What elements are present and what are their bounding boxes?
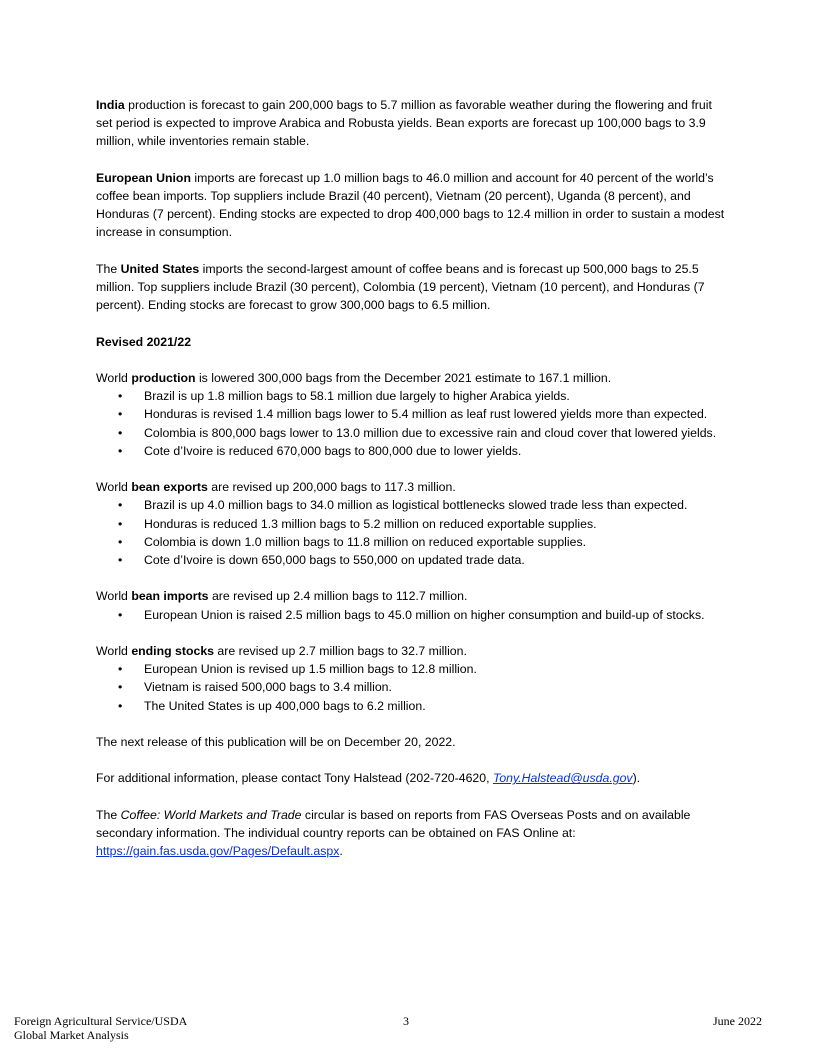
circular-paragraph (96, 806, 726, 861)
stocks-pre: World (96, 643, 132, 658)
footer-organization (14, 1014, 187, 1042)
stocks-paragraph (96, 642, 726, 660)
india-label: India (96, 98, 125, 112)
contact-post: ). (632, 771, 641, 786)
circular-pre: The (96, 807, 121, 822)
revised-heading-text: Revised 2021/22 (96, 334, 192, 349)
footer-date: June 2022 (713, 1014, 762, 1028)
production-paragraph (96, 369, 726, 387)
list-item: • Colombia is 800,000 bags lower to 13.0 million due to excessive rain and cloud cover that lowered yields. (144, 424, 726, 442)
exports-paragraph (96, 478, 726, 496)
us-text: imports the second-largest amount of coffee beans and is forecast up 500,000 bags to 25.5 million. Top suppliers include Brazil (30 percent), Colombia (19 percent), Vietnam (10 percent), and Honduras (7 percent). Ending stocks are forecast to grow 300,000 bags to 6.5 million. (96, 261, 705, 313)
contact-pre: For additional information, please contact Tony Halstead (202-720-4620, (96, 771, 493, 786)
production-text: is lowered 300,000 bags from the December 2021 estimate to 167.1 million. (195, 370, 612, 385)
exports-label: bean exports (131, 480, 208, 495)
us-label: United States (120, 261, 200, 276)
list-item: • European Union is revised up 1.5 million bags to 12.8 million. (144, 660, 726, 678)
imports-paragraph (96, 587, 726, 605)
list-item: • The United States is up 400,000 bags to 6.2 million. (144, 697, 726, 715)
stocks-bullet-list (96, 660, 726, 715)
list-item: • Brazil is up 1.8 million bags to 58.1 million due largely to higher Arabica yields. (144, 387, 726, 405)
exports-pre: World (96, 480, 132, 495)
india-paragraph (96, 96, 726, 151)
document-body (96, 96, 726, 879)
exports-text: are revised up 200,000 bags to 117.3 million. (207, 480, 456, 495)
contact-email-link[interactable]: Tony.Halstead@usda.gov (492, 771, 633, 786)
fas-online-link[interactable]: https://gain.fas.usda.gov/Pages/Default.aspx (96, 844, 340, 859)
circular-title: Coffee: World Markets and Trade (120, 807, 302, 822)
imports-bullet-list (96, 606, 726, 624)
production-label: production (131, 370, 196, 385)
stocks-text: are revised up 2.7 million bags to 32.7 million. (214, 643, 467, 658)
footer-org-line2: Global Market Analysis (14, 1028, 129, 1042)
eu-label: European Union (96, 170, 191, 185)
eu-paragraph (96, 169, 726, 242)
stocks-label: ending stocks (131, 643, 214, 658)
imports-text: are revised up 2.4 million bags to 112.7 million. (208, 589, 468, 604)
next-release-paragraph: The next release of this publication will be on December 20, 2022. (96, 734, 456, 749)
india-text: production is forecast to gain 200,000 bags to 5.7 million as favorable weather during the flowering and fruit set period is expected to improve Arabica and Robusta yields. Bean exports are forecast up 100,000 bags to 3.9 million, while inventories remain stable. (96, 98, 712, 149)
list-item: • European Union is raised 2.5 million bags to 45.0 million on higher consumption and build-up of stocks. (144, 606, 726, 624)
imports-label: bean imports (131, 589, 209, 604)
us-paragraph (96, 260, 726, 315)
eu-text: imports are forecast up 1.0 million bags to 46.0 million and account for 40 percent of the world’s coffee bean imports. Top suppliers include Brazil (40 percent), Vietnam (20 percent), Uganda (8 percent), and Honduras (7 percent). Ending stocks are expected to drop 400,000 bags to 12.4 million in order to sustain a modest increase in consumption. (96, 170, 725, 240)
exports-bullet-list (96, 496, 726, 569)
list-item: • Colombia is down 1.0 million bags to 11.8 million on reduced exportable supplies. (144, 533, 726, 551)
revised-heading (96, 333, 726, 351)
footer-org-line1: Foreign Agricultural Service/USDA (14, 1014, 188, 1028)
list-item: • Honduras is revised 1.4 million bags lower to 5.4 million as leaf rust lowered yields more than expected. (144, 405, 726, 423)
list-item: • Cote d’Ivoire is down 650,000 bags to 550,000 on updated trade data. (144, 551, 726, 569)
imports-pre: World (96, 589, 132, 604)
us-pre: The (96, 261, 121, 276)
contact-paragraph (96, 769, 726, 787)
page-number: 3 (403, 1014, 409, 1028)
list-item: • Brazil is up 4.0 million bags to 34.0 million as logistical bottlenecks slowed trade less than expected. (144, 496, 726, 514)
list-item: • Vietnam is raised 500,000 bags to 3.4 million. (144, 678, 726, 696)
production-pre: World (96, 370, 132, 385)
list-item: • Honduras is reduced 1.3 million bags to 5.2 million on reduced exportable supplies. (144, 515, 726, 533)
circular-post: . (339, 844, 343, 859)
circular-text: circular is based on reports from FAS Overseas Posts and on available secondary information. The individual country reports can be obtained on FAS Online at: (96, 807, 691, 840)
production-bullet-list (96, 387, 726, 460)
list-item: • Cote d’Ivoire is reduced 670,000 bags to 800,000 due to lower yields. (144, 442, 726, 460)
